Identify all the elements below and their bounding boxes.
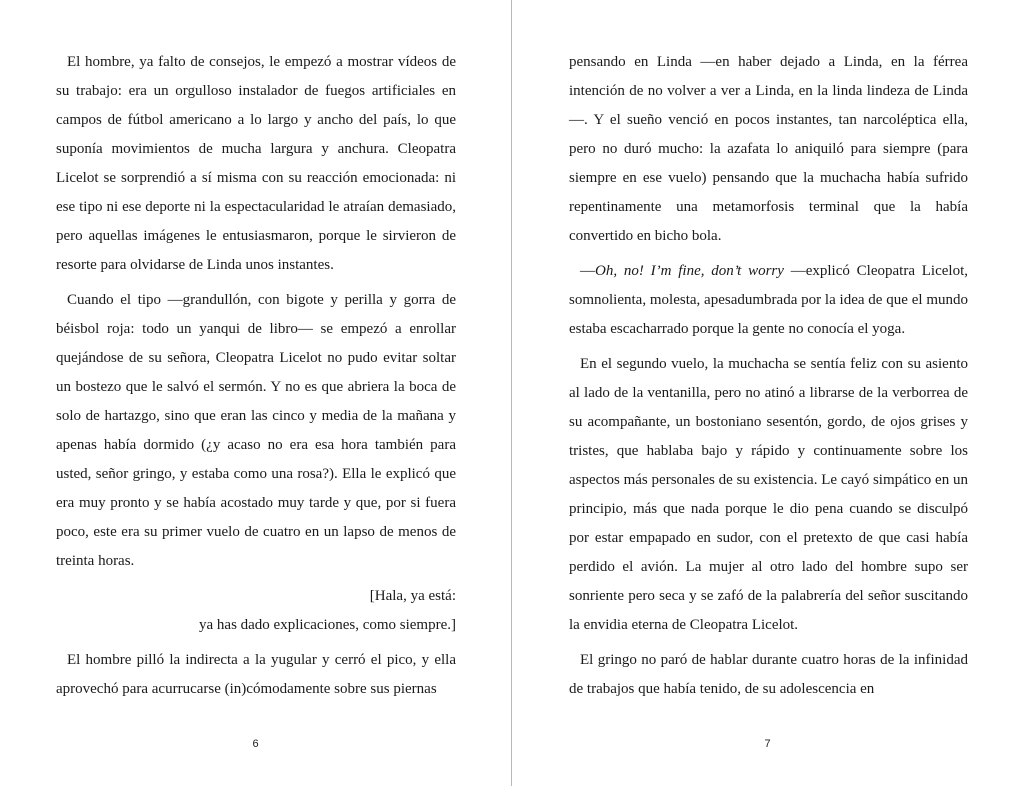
aside-line: [Hala, ya está: — [369, 588, 456, 604]
left-page — [0, 0, 511, 786]
bracketed-aside — [56, 582, 456, 640]
aside-line: ya has dado explicaciones, como siempre.] — [199, 617, 456, 633]
page-number: 7 — [764, 738, 771, 750]
dialogue-narration: —explicó Cleopatra Licelot, somnolienta, molesta, apesadumbrada por la idea de que el mundo estaba escacharrado porque la gente no conocía el yoga. — [569, 263, 968, 337]
right-text-block — [569, 48, 968, 710]
dialogue-paragraph — [569, 257, 968, 344]
dialogue-dash: — — [580, 263, 595, 279]
dialogue-english: Oh, no! I’m fine, don’t worry — [595, 263, 784, 279]
page-number: 6 — [252, 738, 259, 750]
continued-paragraph: pensando en Linda —en haber dejado a Linda, en la férrea intención de no volver a ver a Linda, en la linda lindeza de Linda—. Y el sueño venció en pocos instantes, tan narcoléptica ella, pero no duró mucho: la azafata lo aniquiló para siempre (para siempre en ese vuelo) pensando que la muchacha había sufrido repentinamente una metamorfosis terminal que la había convertido en bicho bola. — [569, 54, 968, 244]
paragraph: En el segundo vuelo, la muchacha se sentía feliz con su asiento al lado de la ventanilla, pero no atinó a librarse de la verborrea de su acompañante, un bostoniano sesentón, gordo, de ojos grises y tristes, que hablaba bajo y rápido y continuamente sobre los aspectos más personales de su existencia. Le cayó simpático en un principio, más que nada porque le dio pena cuando se disculpó por estar empapado en sudor, con el pretexto de que casi había perdido el avión. La mujer al otro lado del hombre supo ser sonriente pero seca y se zafó de la palabrería del señor suscitando la envidia eterna de Cleopatra Licelot. — [569, 356, 968, 633]
paragraph: Cuando el tipo —grandullón, con bigote y perilla y gorra de béisbol roja: todo un yanqui de libro— se empezó a enrollar quejándose de su señora, Cleopatra Licelot no pudo evitar soltar un bostezo que le salvó el sermón. Y no es que abriera la boca de solo de hartazgo, sino que eran las cinco y media de la mañana y apenas había dormido (¿y acaso no era esa hora también para usted, señor gringo, y estaba como una rosa?). Ella le explicó que era muy pronto y se había acostado muy tarde y que, por si fuera poco, este era su primer vuelo de cuatro en un lapso de menos de treinta horas. — [56, 292, 456, 569]
right-page — [512, 0, 1023, 786]
paragraph: El hombre pilló la indirecta a la yugular y cerró el pico, y ella aprovechó para acurrucarse (in)cómodamente sobre sus piernas — [56, 652, 456, 697]
paragraph: El gringo no paró de hablar durante cuatro horas de la infinidad de trabajos que había tenido, de su adolescencia en — [569, 652, 968, 697]
left-text-block — [56, 48, 456, 710]
paragraph: El hombre, ya falto de consejos, le empezó a mostrar vídeos de su trabajo: era un orgulloso instalador de fuegos artificiales en campos de fútbol americano a lo largo y ancho del país, lo que suponía movimientos de mucha largura y anchura. Cleopatra Licelot se sorprendió a sí misma con su reacción emocionada: ni ese tipo ni ese deporte ni la espectacularidad le atraían demasiado, pero aquellas imágenes le entusiasmaron, porque le sirvieron de resorte para olvidarse de Linda unos instantes. — [56, 54, 456, 273]
